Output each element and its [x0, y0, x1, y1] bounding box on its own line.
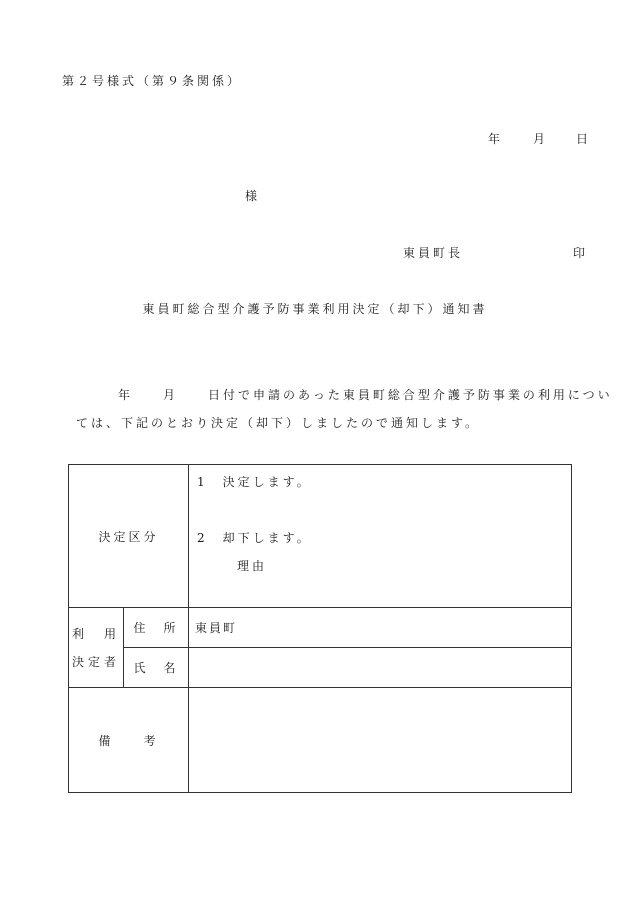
option-approve: 1 決定します。 [197, 475, 312, 489]
name-label: 氏 名 [124, 648, 189, 688]
sender-name: 東員町長 [403, 246, 464, 260]
reason-label: 理由 [237, 559, 268, 573]
option-reject: 2 却下します。 [197, 531, 312, 545]
address-row [69, 608, 572, 648]
seal-mark: 印 [573, 246, 589, 260]
address-label: 住 所 [124, 608, 189, 648]
name-row [69, 648, 572, 688]
address-value: 東員町 [189, 608, 572, 648]
body-text-line-2: ては、下記のとおり決定（却下）しましたので通知します。 [76, 416, 481, 430]
name-value [189, 648, 572, 688]
remarks-label: 備 考 [69, 688, 189, 793]
decision-label: 決定区分 [69, 465, 189, 608]
document-title: 東員町総合型介護予防事業利用決定（却下）通知書 [142, 302, 488, 316]
decision-options [189, 465, 572, 608]
user-label-bottom: 決定者 [71, 654, 120, 669]
remarks-row [69, 688, 572, 793]
date-month-label: 月 [533, 132, 549, 146]
remarks-value [189, 688, 572, 793]
date-line [488, 130, 591, 147]
decision-table [68, 464, 572, 793]
user-label-top: 利 用 [71, 626, 120, 641]
date-year-label: 年 [488, 132, 504, 146]
addressee-suffix: 様 [245, 189, 261, 203]
user-label [69, 608, 124, 688]
date-day-label: 日 [576, 132, 592, 146]
body-text-line-1: 年 月 日付で申請のあった東員町総合型介護予防事業の利用につい [118, 388, 613, 402]
form-number: 第２号様式（第９条関係） [62, 74, 243, 88]
decision-row [69, 465, 572, 608]
